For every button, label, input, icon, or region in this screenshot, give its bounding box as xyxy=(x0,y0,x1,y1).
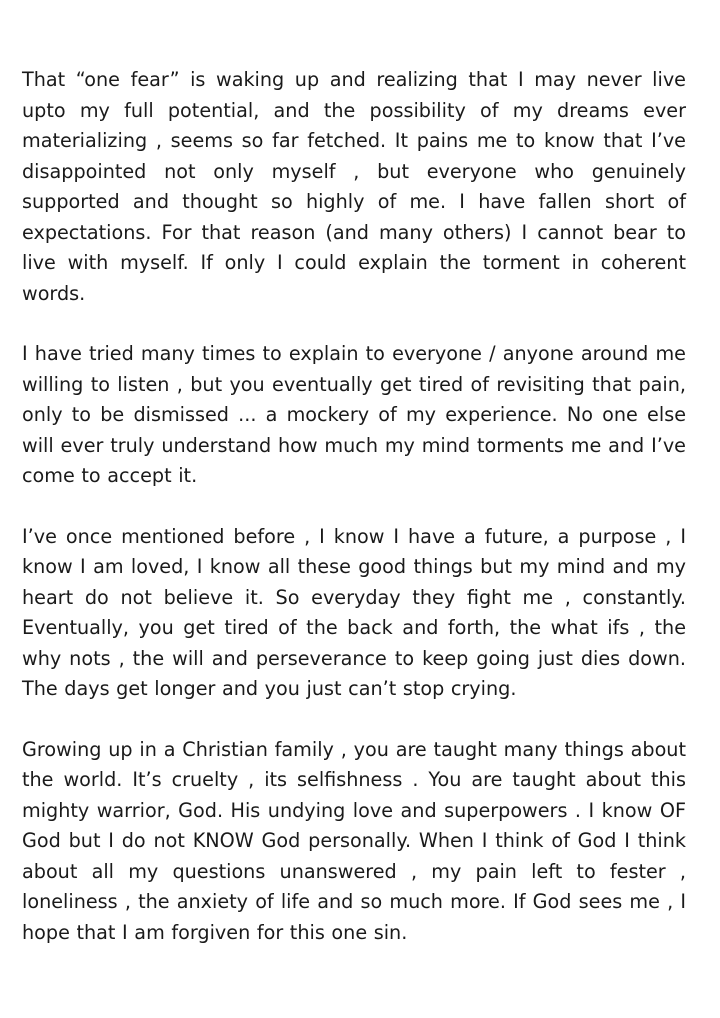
paragraph-2: I have tried many times to explain to everyone / anyone around me willing to listen , but you eventually get tired of revisiting that pain, only to be dismissed ... a mockery of my experience. No one else will ever truly understand how much my mind torments me and I’ve come to accept it. xyxy=(22,342,686,487)
paragraph-1: That “one fear” is waking up and realizing that I may never live upto my full potential, and the possibility of my dreams ever materializing , seems so far fetched. It pains me to know that I’ve disappointed not only myself , but everyone who genuinely supported and thought so highly of me. I have fallen short of expectations. For that reason (and many others) I cannot bear to live with myself. If only I could explain the torment in coherent words. xyxy=(22,68,686,305)
paragraph-3: I’ve once mentioned before , I know I have a future, a purpose , I know I am loved, I know all these good things but my mind and my heart do not believe it. So everyday they fight me , constantly. Eventually, you get tired of the back and forth, the what ifs , the why nots , the will and perseverance to keep going just dies down. The days get longer and you just can’t stop crying. xyxy=(22,524,686,700)
paragraph-4: Growing up in a Christian family , you are taught many things about the world. It’s cruelty , its selfishness . You are taught about this mighty warrior, God. His undying love and superpowers . I know OF God but I do not KNOW God personally. When I think of God I think about all my questions unanswered , my pain left to fester , loneliness , the anxiety of life and so much more. If God sees me , I hope that I am forgiven for this one sin. xyxy=(22,737,686,944)
